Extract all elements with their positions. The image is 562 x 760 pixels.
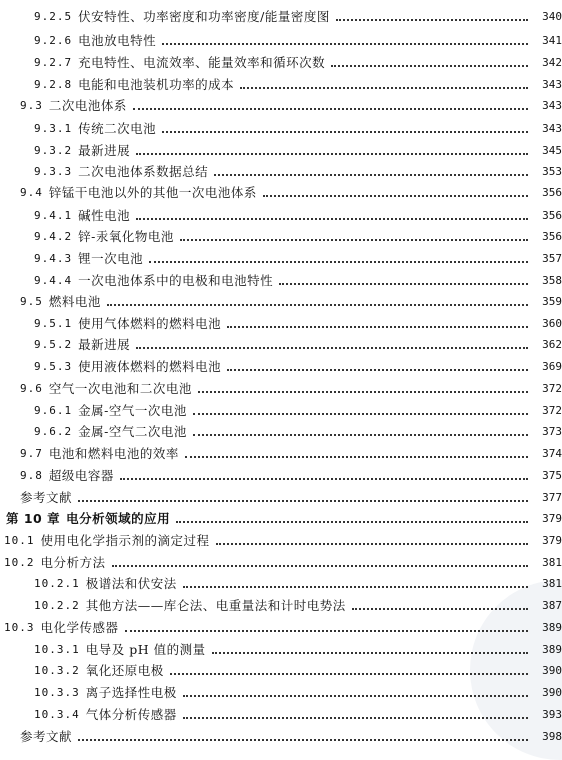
- toc-entry-page: 356: [542, 208, 562, 222]
- toc-entry-number: 10.2: [4, 555, 35, 569]
- toc-entry-number: 10.3.4: [34, 707, 80, 721]
- toc-entry-title: 金属-空气一次电池: [78, 403, 187, 418]
- toc-entry-title: 空气一次电池和二次电池: [48, 381, 192, 396]
- toc-entry-title: 参考文献: [20, 490, 73, 505]
- toc-entry[interactable]: [0, 443, 562, 463]
- toc-entry-number: 9.4.3: [34, 251, 73, 265]
- toc-entry-page: 341: [542, 33, 562, 47]
- toc-leader-dots: [180, 238, 528, 241]
- toc-entry-page: 379: [542, 533, 562, 547]
- toc-entry-title: 电能和电池装机功率的成本: [78, 77, 235, 92]
- toc-entry-title: 锌锰干电池以外的其他一次电池体系: [48, 185, 257, 200]
- toc-entry[interactable]: [0, 205, 562, 225]
- toc-entry-title: 二次电池体系数据总结: [78, 164, 209, 179]
- toc-entry-page: 381: [542, 576, 562, 590]
- toc-leader-dots: [336, 18, 528, 21]
- toc-leader-dots: [136, 217, 528, 220]
- toc-entry-number: 9.2.7: [34, 55, 73, 69]
- toc-entry[interactable]: [0, 74, 562, 94]
- toc-leader-dots: [216, 542, 528, 545]
- toc-entry-title: 碱性电池: [78, 208, 131, 223]
- toc-entry-title: 参考文献: [20, 729, 73, 744]
- toc-entry[interactable]: [0, 465, 562, 485]
- toc-entry-page: 381: [542, 555, 562, 569]
- toc-leader-dots: [227, 368, 528, 371]
- toc-entry-page: 357: [542, 251, 562, 265]
- toc-entry-title: 一次电池体系中的电极和电池特性: [78, 273, 274, 288]
- toc-entry-title: 最新进展: [78, 337, 131, 352]
- toc-entry[interactable]: [0, 400, 562, 420]
- toc-entry-number: 10.3.1: [34, 642, 80, 656]
- toc-leader-dots: [214, 173, 528, 176]
- toc-leader-dots: [170, 672, 528, 675]
- toc-entry-page: 345: [542, 143, 562, 157]
- toc-leader-dots: [133, 107, 528, 110]
- toc-entry-number: 9.4.4: [34, 273, 73, 287]
- toc-leader-dots: [120, 477, 528, 480]
- toc-entry[interactable]: [0, 118, 562, 138]
- toc-entry-number: 9.4.1: [34, 208, 73, 222]
- toc-leader-dots: [352, 607, 528, 610]
- toc-leader-dots: [263, 194, 528, 197]
- toc-entry-page: 373: [542, 424, 562, 438]
- toc-entry[interactable]: [0, 313, 562, 333]
- toc-entry[interactable]: [0, 334, 562, 354]
- toc-entry-number: 9.5: [20, 294, 43, 308]
- toc-entry[interactable]: [0, 508, 562, 528]
- toc-leader-dots: [183, 716, 528, 719]
- toc-entry-number: 9.5.2: [34, 337, 73, 351]
- toc-leader-dots: [212, 651, 528, 654]
- toc-leader-dots: [78, 499, 528, 502]
- toc-entry-title: 电导及 pH 值的测量: [85, 642, 206, 657]
- toc-entry-title: 电化学传感器: [40, 620, 119, 635]
- toc-entry-number: 9.3.1: [34, 121, 73, 135]
- toc-entry-title: 电分析领域的应用: [66, 511, 171, 526]
- toc-entry[interactable]: [0, 573, 562, 593]
- toc-entry-title: 气体分析传感器: [85, 707, 177, 722]
- toc-entry-title: 使用液体燃料的燃料电池: [78, 359, 222, 374]
- toc-leader-dots: [162, 130, 528, 133]
- toc-entry[interactable]: [0, 270, 562, 290]
- toc-entry-page: 379: [542, 511, 562, 525]
- toc-entry[interactable]: [0, 182, 562, 202]
- toc-entry-title: 金属-空气二次电池: [78, 424, 187, 439]
- toc-entry[interactable]: [0, 682, 562, 702]
- toc-entry-number: 第 10 章: [6, 511, 61, 526]
- toc-leader-dots: [112, 564, 528, 567]
- toc-entry-number: 9.3: [20, 98, 43, 112]
- toc-entry-number: 9.5.3: [34, 359, 73, 373]
- toc-leader-dots: [78, 738, 528, 741]
- toc-entry[interactable]: [0, 660, 562, 680]
- toc-leader-dots: [136, 152, 528, 155]
- toc-entry-number: 9.6.1: [34, 403, 73, 417]
- toc-entry-number: 10.2.2: [34, 598, 80, 612]
- toc-entry[interactable]: [0, 552, 562, 572]
- toc-entry-page: 353: [542, 164, 562, 178]
- toc-leader-dots: [183, 585, 528, 588]
- toc-entry-title: 最新进展: [78, 143, 131, 158]
- toc-entry[interactable]: [0, 140, 562, 160]
- toc-entry-number: 10.3: [4, 620, 35, 634]
- toc-entry-page: 356: [542, 229, 562, 243]
- toc-entry[interactable]: [0, 487, 562, 507]
- toc-leader-dots: [185, 455, 528, 458]
- toc-entry-page: 372: [542, 403, 562, 417]
- toc-entry[interactable]: [0, 378, 562, 398]
- toc-leader-dots: [279, 282, 528, 285]
- toc-entry[interactable]: [0, 291, 562, 311]
- toc-entry-title: 电池放电特性: [78, 33, 157, 48]
- toc-leader-dots: [193, 412, 528, 415]
- toc-leader-dots: [227, 325, 528, 328]
- toc-entry-number: 9.4: [20, 185, 43, 199]
- toc-entry-page: 340: [542, 9, 562, 23]
- toc-entry-page: 390: [542, 663, 562, 677]
- toc-entry-page: 390: [542, 685, 562, 699]
- toc-entry-page: 362: [542, 337, 562, 351]
- toc-entry-number: 9.5.1: [34, 316, 73, 330]
- toc-entry-number: 9.3.3: [34, 164, 73, 178]
- toc-entry-number: 9.6.2: [34, 424, 73, 438]
- toc-leader-dots: [107, 303, 528, 306]
- toc-entry-page: 343: [542, 98, 562, 112]
- toc-entry[interactable]: [0, 421, 562, 441]
- toc-entry[interactable]: [0, 248, 562, 268]
- toc-entry-number: 10.2.1: [34, 576, 80, 590]
- toc-entry-title: 氧化还原电极: [85, 663, 164, 678]
- toc-leader-dots: [331, 64, 528, 67]
- toc-entry-number: 10.3.3: [34, 685, 80, 699]
- toc-entry-number: 9.2.5: [34, 9, 73, 23]
- toc-entry-page: 359: [542, 294, 562, 308]
- toc-entry-number: 9.7: [20, 446, 43, 460]
- toc-entry-page: 342: [542, 55, 562, 69]
- toc-leader-dots: [149, 260, 528, 263]
- toc-entry-page: 369: [542, 359, 562, 373]
- toc-entry[interactable]: [0, 95, 562, 115]
- toc-entry-title: 燃料电池: [48, 294, 101, 309]
- toc-entry-title: 二次电池体系: [48, 98, 127, 113]
- toc-entry-page: 375: [542, 468, 562, 482]
- toc-entry[interactable]: [0, 356, 562, 376]
- toc-leader-dots: [176, 520, 528, 523]
- toc-entry-number: 10.3.2: [34, 663, 80, 677]
- toc-entry[interactable]: [0, 6, 562, 26]
- toc-entry-title: 极谱法和伏安法: [85, 576, 177, 591]
- toc-leader-dots: [162, 42, 528, 45]
- toc-entry[interactable]: [0, 52, 562, 72]
- toc-entry-title: 电分析方法: [40, 555, 106, 570]
- toc-entry-number: 9.3.2: [34, 143, 73, 157]
- toc-entry-title: 离子选择性电极: [85, 685, 177, 700]
- toc-entry-title: 其他方法——库仑法、电重量法和计时电势法: [85, 598, 346, 613]
- toc-entry-title: 超级电容器: [48, 468, 114, 483]
- toc-entry[interactable]: [0, 595, 562, 615]
- toc-entry-page: 356: [542, 185, 562, 199]
- toc-entry-number: 9.4.2: [34, 229, 73, 243]
- toc-leader-dots: [136, 346, 528, 349]
- toc-entry-title: 传统二次电池: [78, 121, 157, 136]
- toc-entry-title: 锂一次电池: [78, 251, 144, 266]
- toc-entry-page: 389: [542, 642, 562, 656]
- toc-entry-page: 372: [542, 381, 562, 395]
- toc-leader-dots: [240, 86, 528, 89]
- toc-entry-page: 389: [542, 620, 562, 634]
- toc-entry[interactable]: [0, 726, 562, 746]
- toc-entry[interactable]: [0, 161, 562, 181]
- toc-entry-number: 10.1: [4, 533, 35, 547]
- toc-entry[interactable]: [0, 226, 562, 246]
- toc-entry-title: 电池和燃料电池的效率: [48, 446, 179, 461]
- toc-entry-title: 充电特性、电流效率、能量效率和循环次数: [78, 55, 326, 70]
- toc-leader-dots: [125, 629, 528, 632]
- toc-entry-number: 9.2.8: [34, 77, 73, 91]
- toc-entry-page: 343: [542, 77, 562, 91]
- toc-entry-page: 360: [542, 316, 562, 330]
- toc-entry-title: 锌-汞氧化物电池: [78, 229, 174, 244]
- toc-entry-title: 使用气体燃料的燃料电池: [78, 316, 222, 331]
- toc-entry-number: 9.2.6: [34, 33, 73, 47]
- toc-entry[interactable]: [0, 530, 562, 550]
- toc-entry-title: 使用电化学指示剂的滴定过程: [40, 533, 210, 548]
- toc-leader-dots: [183, 694, 528, 697]
- toc-leader-dots: [198, 390, 528, 393]
- toc-entry[interactable]: [0, 704, 562, 724]
- toc-entry-page: 343: [542, 121, 562, 135]
- toc-entry-page: 398: [542, 729, 562, 743]
- toc-entry-number: 9.6: [20, 381, 43, 395]
- toc-entry-page: 393: [542, 707, 562, 721]
- toc-leader-dots: [193, 433, 528, 436]
- toc-entry-page: 358: [542, 273, 562, 287]
- toc-entry-page: 377: [542, 490, 562, 504]
- toc-entry[interactable]: [0, 30, 562, 50]
- toc-entry-number: 9.8: [20, 468, 43, 482]
- toc-entry-page: 374: [542, 446, 562, 460]
- toc-entry-page: 387: [542, 598, 562, 612]
- toc-entry-title: 伏安特性、功率密度和功率密度/能量密度图: [78, 9, 330, 24]
- toc-entry[interactable]: [0, 617, 562, 637]
- toc-entry[interactable]: [0, 639, 562, 659]
